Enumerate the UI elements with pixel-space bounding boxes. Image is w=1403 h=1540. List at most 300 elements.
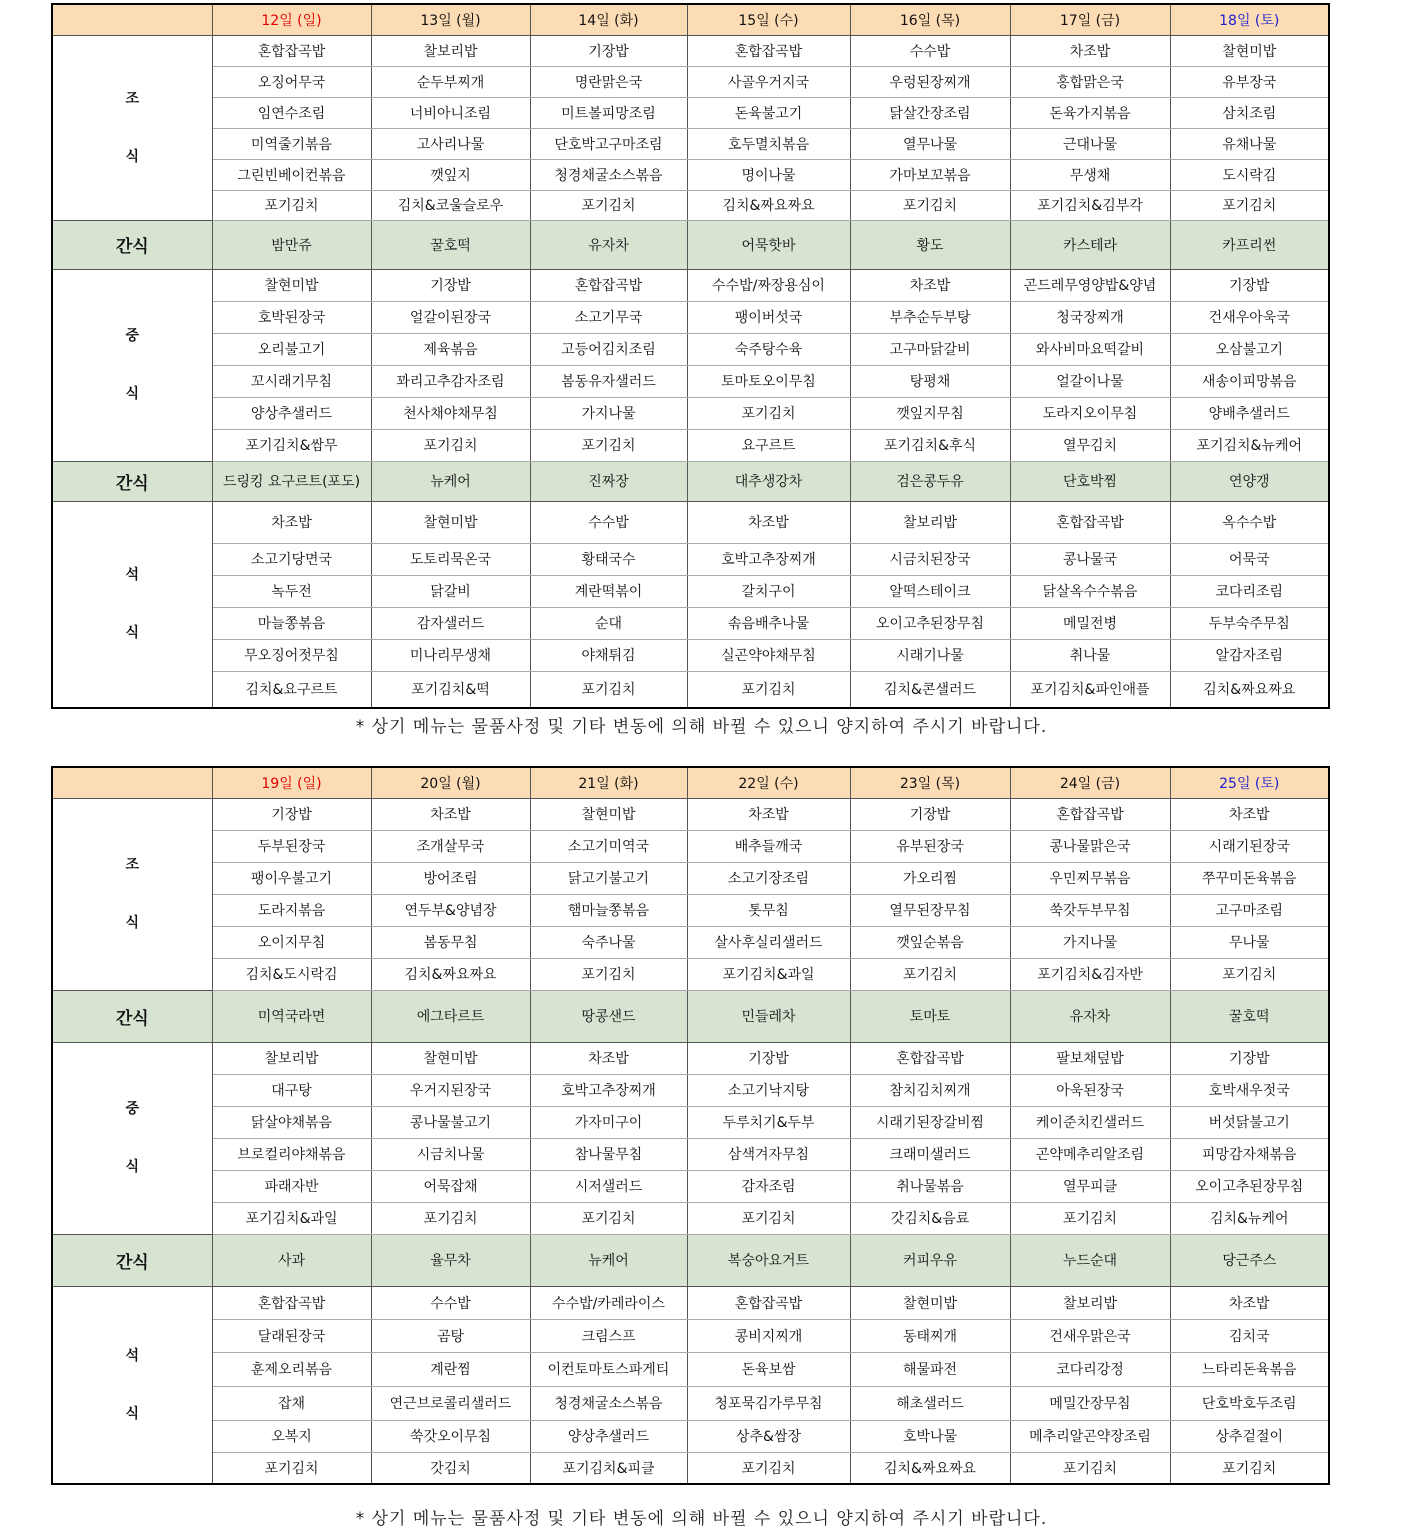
snack-item: 검은콩두유 bbox=[850, 461, 1010, 501]
breakfast-row bbox=[52, 894, 1329, 926]
dinner-row bbox=[52, 1352, 1329, 1386]
day-header: 15일 (수) bbox=[687, 4, 850, 35]
menu-item: 기장밥 bbox=[371, 269, 530, 301]
breakfast-row bbox=[52, 35, 1329, 66]
menu-item: 가지나물 bbox=[530, 397, 687, 429]
snack-item: 황도 bbox=[850, 220, 1010, 269]
menu-item: 청국장찌개 bbox=[1010, 301, 1170, 333]
menu-item: 포기김치&파인애플 bbox=[1010, 671, 1170, 708]
menu-item: 포기김치&김부각 bbox=[1010, 190, 1170, 220]
menu-item: 실곤약야채무침 bbox=[687, 639, 850, 671]
menu-item: 수수밥/짜장용심이 bbox=[687, 269, 850, 301]
dinner-row bbox=[52, 1286, 1329, 1319]
snack-label: 간식 bbox=[52, 220, 212, 269]
menu-item: 포기김치&과일 bbox=[687, 958, 850, 990]
menu-item: 포기김치&김자반 bbox=[1010, 958, 1170, 990]
menu-item: 청경채굴소스볶음 bbox=[530, 159, 687, 190]
menu-item: 닭살옥수수볶음 bbox=[1010, 575, 1170, 607]
menu-item: 그린빈베이컨볶음 bbox=[212, 159, 371, 190]
menu-item: 수수밥 bbox=[371, 1286, 530, 1319]
menu-item: 고구마닭갈비 bbox=[850, 333, 1010, 365]
menu-item: 혼합잡곡밥 bbox=[687, 35, 850, 66]
menu-item: 사골우거지국 bbox=[687, 66, 850, 97]
menu-item: 기장밥 bbox=[212, 798, 371, 830]
menu-item: 콩나물맑은국 bbox=[1010, 830, 1170, 862]
menu-item: 가자미구이 bbox=[530, 1106, 687, 1138]
menu-item: 이컨토마토스파게티 bbox=[530, 1352, 687, 1386]
menu-item: 수수밥 bbox=[530, 501, 687, 543]
menu-item: 삼색겨자무침 bbox=[687, 1138, 850, 1170]
menu-item: 혼합잡곡밥 bbox=[687, 1286, 850, 1319]
menu-item: 양상추샐러드 bbox=[212, 397, 371, 429]
menu-item: 우민찌무볶음 bbox=[1010, 862, 1170, 894]
menu-item: 오이고추된장무침 bbox=[850, 607, 1010, 639]
menu-item: 제육볶음 bbox=[371, 333, 530, 365]
snack-item: 토마토 bbox=[850, 990, 1010, 1042]
day-header: 17일 (금) bbox=[1010, 4, 1170, 35]
menu-item: 닭살간장조림 bbox=[850, 97, 1010, 128]
lunch-row bbox=[52, 333, 1329, 365]
menu-item: 피망감자채볶음 bbox=[1170, 1138, 1329, 1170]
menu-item: 팽이버섯국 bbox=[687, 301, 850, 333]
menu-item: 홍합맑은국 bbox=[1010, 66, 1170, 97]
day-header: 19일 (일) bbox=[212, 767, 371, 798]
menu-item: 참나물무침 bbox=[530, 1138, 687, 1170]
snack-item: 율무차 bbox=[371, 1234, 530, 1286]
snack-item: 카프리썬 bbox=[1170, 220, 1329, 269]
menu-item: 김치&뉴케어 bbox=[1170, 1202, 1329, 1234]
snack-item: 에그타르트 bbox=[371, 990, 530, 1042]
day-header: 21일 (화) bbox=[530, 767, 687, 798]
menu-item: 오이고추된장무침 bbox=[1170, 1170, 1329, 1202]
menu-item: 근대나물 bbox=[1010, 128, 1170, 159]
breakfast-label-char: 조 bbox=[125, 90, 140, 107]
menu-item: 어묵잡채 bbox=[371, 1170, 530, 1202]
menu-item: 어묵국 bbox=[1170, 543, 1329, 575]
menu-item: 기장밥 bbox=[850, 798, 1010, 830]
menu-item: 알감자조림 bbox=[1170, 639, 1329, 671]
week-2-menu-table bbox=[51, 766, 1328, 1485]
header-corner bbox=[52, 4, 212, 35]
menu-item: 소고기무국 bbox=[530, 301, 687, 333]
menu-item: 포기김치 bbox=[687, 1452, 850, 1484]
menu-item: 메추리알곤약장조림 bbox=[1010, 1420, 1170, 1452]
menu-item: 청포묵김가루무침 bbox=[687, 1386, 850, 1420]
breakfast-row bbox=[52, 958, 1329, 990]
menu-item: 찰보리밥 bbox=[1010, 1286, 1170, 1319]
menu-item: 무오징어젓무침 bbox=[212, 639, 371, 671]
dinner-row bbox=[52, 543, 1329, 575]
menu-item: 열무된장무침 bbox=[850, 894, 1010, 926]
lunch-label-char: 식 bbox=[125, 1159, 140, 1175]
menu-item: 달래된장국 bbox=[212, 1319, 371, 1352]
breakfast-label bbox=[52, 35, 212, 220]
menu-item: 김치&짜요짜요 bbox=[687, 190, 850, 220]
dinner-row bbox=[52, 1319, 1329, 1352]
menu-item: 포기김치 bbox=[1010, 1202, 1170, 1234]
menu-item: 유부장국 bbox=[1170, 66, 1329, 97]
menu-item: 혼합잡곡밥 bbox=[1010, 501, 1170, 543]
snack-item: 복숭아요거트 bbox=[687, 1234, 850, 1286]
menu-item: 명란맑은국 bbox=[530, 66, 687, 97]
menu-item: 상추&쌈장 bbox=[687, 1420, 850, 1452]
menu-item: 돈육가지볶음 bbox=[1010, 97, 1170, 128]
snack-item: 단호박찜 bbox=[1010, 461, 1170, 501]
breakfast-row bbox=[52, 97, 1329, 128]
day-header: 23일 (목) bbox=[850, 767, 1010, 798]
snack-item: 사과 bbox=[212, 1234, 371, 1286]
menu-item: 혼합잡곡밥 bbox=[530, 269, 687, 301]
menu-item: 닭갈비 bbox=[371, 575, 530, 607]
dinner-row bbox=[52, 639, 1329, 671]
menu-item: 포기김치&후식 bbox=[850, 429, 1010, 461]
menu-item: 미나리무생채 bbox=[371, 639, 530, 671]
menu-item: 오리불고기 bbox=[212, 333, 371, 365]
menu-item: 김치&요구르트 bbox=[212, 671, 371, 708]
menu-item: 기장밥 bbox=[530, 35, 687, 66]
lunch-row bbox=[52, 365, 1329, 397]
menu-item: 양상추샐러드 bbox=[530, 1420, 687, 1452]
menu-item: 수수밥/카레라이스 bbox=[530, 1286, 687, 1319]
day-header: 22일 (수) bbox=[687, 767, 850, 798]
menu-item: 깻잎지무침 bbox=[850, 397, 1010, 429]
menu-item: 차조밥 bbox=[687, 501, 850, 543]
menu-item: 포기김치 bbox=[1170, 958, 1329, 990]
menu-item: 김치&짜요짜요 bbox=[850, 1452, 1010, 1484]
breakfast-row bbox=[52, 926, 1329, 958]
menu-item: 곤드레무영양밥&양념 bbox=[1010, 269, 1170, 301]
menu-item: 포기김치 bbox=[687, 671, 850, 708]
menu-item: 포기김치 bbox=[687, 397, 850, 429]
menu-item: 김치&도시락김 bbox=[212, 958, 371, 990]
menu-item: 포기김치 bbox=[687, 1202, 850, 1234]
menu-item: 햄마늘쫑볶음 bbox=[530, 894, 687, 926]
menu-item: 깻잎지 bbox=[371, 159, 530, 190]
menu-item: 코다리강정 bbox=[1010, 1352, 1170, 1386]
menu-item: 포기김치&쌈무 bbox=[212, 429, 371, 461]
menu-item: 청경채굴소스볶음 bbox=[530, 1386, 687, 1420]
menu-item: 상추겉절이 bbox=[1170, 1420, 1329, 1452]
menu-item: 감자샐러드 bbox=[371, 607, 530, 639]
menu-item: 취나물 bbox=[1010, 639, 1170, 671]
menu-item: 천사채야채무침 bbox=[371, 397, 530, 429]
menu-item: 가오리찜 bbox=[850, 862, 1010, 894]
menu-item: 닭고기불고기 bbox=[530, 862, 687, 894]
menu-item: 혼합잡곡밥 bbox=[1010, 798, 1170, 830]
menu-item: 쑥갓오이무침 bbox=[371, 1420, 530, 1452]
menu-item: 차조밥 bbox=[1010, 35, 1170, 66]
breakfast-row bbox=[52, 862, 1329, 894]
menu-item: 잡채 bbox=[212, 1386, 371, 1420]
menu-item: 단호박고구마조림 bbox=[530, 128, 687, 159]
dinner-label-char: 석 bbox=[125, 1347, 140, 1364]
menu-item: 호박고추장찌개 bbox=[530, 1074, 687, 1106]
snack2-row bbox=[52, 1234, 1329, 1286]
menu-item: 해물파전 bbox=[850, 1352, 1010, 1386]
menu-item: 기장밥 bbox=[1170, 1042, 1329, 1074]
menu-item: 옥수수밥 bbox=[1170, 501, 1329, 543]
breakfast-row bbox=[52, 128, 1329, 159]
dinner-row bbox=[52, 671, 1329, 708]
snack-item: 미역국라면 bbox=[212, 990, 371, 1042]
snack-item: 연양갱 bbox=[1170, 461, 1329, 501]
menu-item: 곰탕 bbox=[371, 1319, 530, 1352]
menu-item: 임연수조림 bbox=[212, 97, 371, 128]
menu-item: 차조밥 bbox=[530, 1042, 687, 1074]
breakfast-label-char: 식 bbox=[125, 148, 140, 165]
menu-item: 호박된장국 bbox=[212, 301, 371, 333]
menu-item: 시저샐러드 bbox=[530, 1170, 687, 1202]
day-header-row bbox=[52, 767, 1329, 798]
menu-item: 열무김치 bbox=[1010, 429, 1170, 461]
menu-item: 연두부&양념장 bbox=[371, 894, 530, 926]
menu-item: 대구탕 bbox=[212, 1074, 371, 1106]
menu-item: 포기김치&과일 bbox=[212, 1202, 371, 1234]
day-header: 20일 (월) bbox=[371, 767, 530, 798]
menu-item: 가지나물 bbox=[1010, 926, 1170, 958]
menu-item: 포기김치 bbox=[530, 671, 687, 708]
dinner-row bbox=[52, 575, 1329, 607]
menu-item: 팔보채덮밥 bbox=[1010, 1042, 1170, 1074]
lunch-row bbox=[52, 301, 1329, 333]
menu-item: 꽈리고추감자조림 bbox=[371, 365, 530, 397]
menu-item: 크래미샐러드 bbox=[850, 1138, 1010, 1170]
menu-table bbox=[51, 766, 1330, 1485]
menu-item: 찰보리밥 bbox=[371, 35, 530, 66]
menu-item: 찰현미밥 bbox=[1170, 35, 1329, 66]
lunch-row bbox=[52, 1138, 1329, 1170]
menu-item: 혼합잡곡밥 bbox=[850, 1042, 1010, 1074]
menu-item: 녹두전 bbox=[212, 575, 371, 607]
menu-item: 솎음배추나물 bbox=[687, 607, 850, 639]
menu-item: 시래기된장국 bbox=[1170, 830, 1329, 862]
menu-item: 도라지오이무침 bbox=[1010, 397, 1170, 429]
menu-item: 소고기장조림 bbox=[687, 862, 850, 894]
menu-item: 호박나물 bbox=[850, 1420, 1010, 1452]
menu-item: 미트볼피망조림 bbox=[530, 97, 687, 128]
menu-item: 김치&짜요짜요 bbox=[1170, 671, 1329, 708]
menu-item: 포기김치 bbox=[530, 1202, 687, 1234]
menu-item: 소고기미역국 bbox=[530, 830, 687, 862]
menu-item: 고등어김치조림 bbox=[530, 333, 687, 365]
menu-item: 파래자반 bbox=[212, 1170, 371, 1202]
menu-item: 기장밥 bbox=[687, 1042, 850, 1074]
snack-item: 드링킹 요구르트(포도) bbox=[212, 461, 371, 501]
dinner-row bbox=[52, 1386, 1329, 1420]
menu-item: 호박새우젓국 bbox=[1170, 1074, 1329, 1106]
menu-item: 황태국수 bbox=[530, 543, 687, 575]
menu-item: 시래기된장갈비찜 bbox=[850, 1106, 1010, 1138]
menu-item: 미역줄기볶음 bbox=[212, 128, 371, 159]
menu-item: 시금치나물 bbox=[371, 1138, 530, 1170]
menu-item: 명이나물 bbox=[687, 159, 850, 190]
lunch-label-char: 식 bbox=[125, 386, 140, 402]
menu-item: 쭈꾸미돈육볶음 bbox=[1170, 862, 1329, 894]
day-header: 24일 (금) bbox=[1010, 767, 1170, 798]
breakfast-row bbox=[52, 830, 1329, 862]
menu-item: 브로컬리야채볶음 bbox=[212, 1138, 371, 1170]
snack-item: 어묵핫바 bbox=[687, 220, 850, 269]
breakfast-row bbox=[52, 798, 1329, 830]
menu-item: 야채튀김 bbox=[530, 639, 687, 671]
menu-item: 두루치기&두부 bbox=[687, 1106, 850, 1138]
menu-item: 호두멸치볶음 bbox=[687, 128, 850, 159]
menu-item: 열무피클 bbox=[1010, 1170, 1170, 1202]
menu-item: 마늘쫑볶음 bbox=[212, 607, 371, 639]
snack-item: 유자차 bbox=[530, 220, 687, 269]
day-header: 12일 (일) bbox=[212, 4, 371, 35]
menu-item: 포기김치 bbox=[850, 190, 1010, 220]
lunch-row bbox=[52, 397, 1329, 429]
snack-label: 간식 bbox=[52, 461, 212, 501]
menu-item: 찰현미밥 bbox=[850, 1286, 1010, 1319]
menu-item: 동태찌개 bbox=[850, 1319, 1010, 1352]
menu-item: 차조밥 bbox=[1170, 1286, 1329, 1319]
menu-item: 두부숙주무침 bbox=[1170, 607, 1329, 639]
menu-item: 포기김치 bbox=[1170, 190, 1329, 220]
menu-item: 아욱된장국 bbox=[1010, 1074, 1170, 1106]
menu-item: 순두부찌개 bbox=[371, 66, 530, 97]
menu-item: 알떡스테이크 bbox=[850, 575, 1010, 607]
menu-item: 찰현미밥 bbox=[371, 1042, 530, 1074]
menu-item: 케이준치킨샐러드 bbox=[1010, 1106, 1170, 1138]
menu-item: 닭살야채볶음 bbox=[212, 1106, 371, 1138]
menu-item: 포기김치 bbox=[212, 1452, 371, 1484]
day-header: 25일 (토) bbox=[1170, 767, 1329, 798]
dinner-row bbox=[52, 607, 1329, 639]
menu-item: 차조밥 bbox=[850, 269, 1010, 301]
lunch-row bbox=[52, 1202, 1329, 1234]
dinner-label-char: 식 bbox=[125, 625, 140, 642]
snack-item: 카스테라 bbox=[1010, 220, 1170, 269]
menu-item: 새송이피망볶음 bbox=[1170, 365, 1329, 397]
menu-item: 얼갈이나물 bbox=[1010, 365, 1170, 397]
menu-item: 소고기당면국 bbox=[212, 543, 371, 575]
menu-item: 계란찜 bbox=[371, 1352, 530, 1386]
menu-item: 연근브로콜리샐러드 bbox=[371, 1386, 530, 1420]
menu-item: 열무나물 bbox=[850, 128, 1010, 159]
menu-item: 포기김치&피클 bbox=[530, 1452, 687, 1484]
dinner-label-char: 식 bbox=[125, 1405, 140, 1422]
menu-item: 찰현미밥 bbox=[530, 798, 687, 830]
menu-item: 포기김치 bbox=[212, 190, 371, 220]
menu-item: 쑥갓두부무침 bbox=[1010, 894, 1170, 926]
menu-item: 차조밥 bbox=[687, 798, 850, 830]
dinner-label bbox=[52, 1286, 212, 1484]
menu-item: 찰보리밥 bbox=[850, 501, 1010, 543]
menu-item: 김치&코울슬로우 bbox=[371, 190, 530, 220]
menu-item: 포기김치&떡 bbox=[371, 671, 530, 708]
menu-item: 포기김치 bbox=[530, 190, 687, 220]
menu-item: 도라지볶음 bbox=[212, 894, 371, 926]
menu-item: 콩나물국 bbox=[1010, 543, 1170, 575]
menu-item: 얼갈이된장국 bbox=[371, 301, 530, 333]
menu-item: 훈제오리볶음 bbox=[212, 1352, 371, 1386]
menu-item: 무생채 bbox=[1010, 159, 1170, 190]
menu-item: 와사비마요떡갈비 bbox=[1010, 333, 1170, 365]
menu-item: 고사리나물 bbox=[371, 128, 530, 159]
menu-item: 콩비지찌개 bbox=[687, 1319, 850, 1352]
menu-item: 유채나물 bbox=[1170, 128, 1329, 159]
snack-item: 땅콩샌드 bbox=[530, 990, 687, 1042]
snack1-row bbox=[52, 220, 1329, 269]
dinner-label-char: 석 bbox=[125, 567, 140, 584]
menu-item: 팽이우불고기 bbox=[212, 862, 371, 894]
menu-item: 오복지 bbox=[212, 1420, 371, 1452]
menu-item: 콩나물불고기 bbox=[371, 1106, 530, 1138]
snack-item: 커피우유 bbox=[850, 1234, 1010, 1286]
menu-item: 갓김치 bbox=[371, 1452, 530, 1484]
menu-item: 조개살무국 bbox=[371, 830, 530, 862]
menu-item: 느타리돈육볶음 bbox=[1170, 1352, 1329, 1386]
lunch-row bbox=[52, 1042, 1329, 1074]
menu-item: 우거지된장국 bbox=[371, 1074, 530, 1106]
menu-item: 혼합잡곡밥 bbox=[212, 1286, 371, 1319]
lunch-row bbox=[52, 1074, 1329, 1106]
dinner-row bbox=[52, 1420, 1329, 1452]
menu-item: 포기김치 bbox=[530, 429, 687, 461]
snack-item: 뉴케어 bbox=[530, 1234, 687, 1286]
dinner-row bbox=[52, 1452, 1329, 1484]
menu-item: 버섯닭불고기 bbox=[1170, 1106, 1329, 1138]
menu-item: 차조밥 bbox=[371, 798, 530, 830]
menu-item: 계란떡볶이 bbox=[530, 575, 687, 607]
menu-item: 찰현미밥 bbox=[212, 269, 371, 301]
breakfast-label-char: 조 bbox=[125, 857, 140, 873]
snack-item: 민들레차 bbox=[687, 990, 850, 1042]
menu-item: 김치&짜요짜요 bbox=[371, 958, 530, 990]
breakfast-row bbox=[52, 159, 1329, 190]
snack-item: 진짜장 bbox=[530, 461, 687, 501]
menu-item: 해초샐러드 bbox=[850, 1386, 1010, 1420]
menu-item: 봄동유자샐러드 bbox=[530, 365, 687, 397]
menu-item: 취나물볶음 bbox=[850, 1170, 1010, 1202]
menu-item: 크림스프 bbox=[530, 1319, 687, 1352]
menu-item: 참치김치찌개 bbox=[850, 1074, 1010, 1106]
breakfast-label-char: 식 bbox=[125, 915, 140, 931]
menu-item: 갓김치&음료 bbox=[850, 1202, 1010, 1234]
menu-item: 도시락김 bbox=[1170, 159, 1329, 190]
menu-item: 찰보리밥 bbox=[212, 1042, 371, 1074]
menu-item: 차조밥 bbox=[212, 501, 371, 543]
menu-item: 건새우맑은국 bbox=[1010, 1319, 1170, 1352]
menu-item: 유부된장국 bbox=[850, 830, 1010, 862]
menu-item: 소고기낙지탕 bbox=[687, 1074, 850, 1106]
menu-item: 기장밥 bbox=[1170, 269, 1329, 301]
menu-item: 김치국 bbox=[1170, 1319, 1329, 1352]
menu-item: 순대 bbox=[530, 607, 687, 639]
snack-item: 밤만쥬 bbox=[212, 220, 371, 269]
lunch-row bbox=[52, 1106, 1329, 1138]
menu-item: 오이지무침 bbox=[212, 926, 371, 958]
snack-item: 꿀호떡 bbox=[371, 220, 530, 269]
menu-item: 차조밥 bbox=[1170, 798, 1329, 830]
snack-item: 누드순대 bbox=[1010, 1234, 1170, 1286]
menu-item: 메밀간장무침 bbox=[1010, 1386, 1170, 1420]
lunch-label-char: 중 bbox=[125, 1101, 140, 1117]
day-header-row bbox=[52, 4, 1329, 35]
menu-item: 시금치된장국 bbox=[850, 543, 1010, 575]
breakfast-label bbox=[52, 798, 212, 990]
menu-item: 깻잎순볶음 bbox=[850, 926, 1010, 958]
lunch-row bbox=[52, 1170, 1329, 1202]
day-header: 14일 (화) bbox=[530, 4, 687, 35]
header-corner bbox=[52, 767, 212, 798]
menu-item: 포기김치 bbox=[850, 958, 1010, 990]
menu-item: 포기김치 bbox=[1010, 1452, 1170, 1484]
day-header: 18일 (토) bbox=[1170, 4, 1329, 35]
menu-item: 살사후실리샐러드 bbox=[687, 926, 850, 958]
